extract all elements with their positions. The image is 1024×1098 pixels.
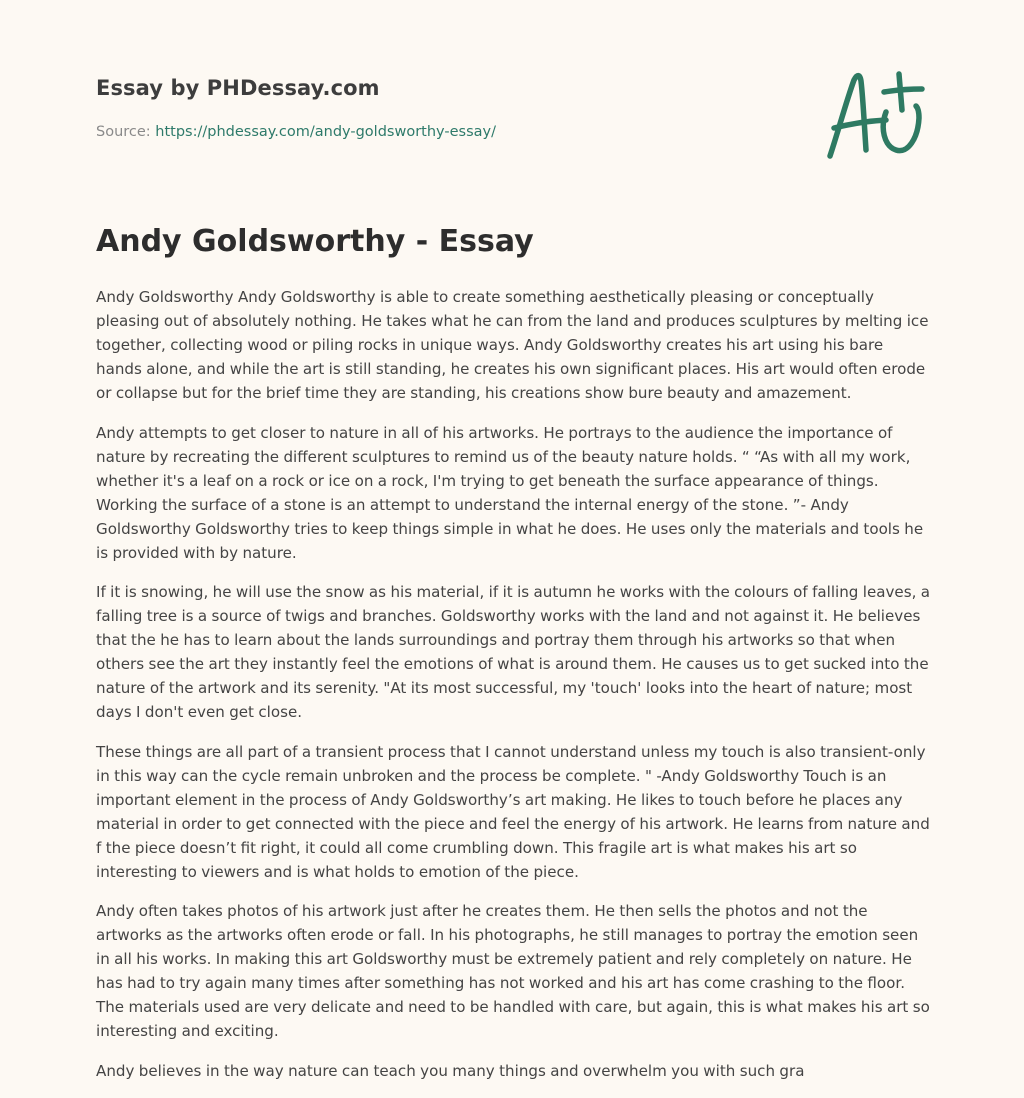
essay-paragraph: If it is snowing, he will use the snow as his material, if it is autumn he works with the colours of falling leaves, a falling tree is a source of twigs and branches. Goldsworthy works with the land and not against it. He believes that the he has to learn about the lands surroundings and portray them through his artworks so that when others see the art they instantly feel the emotions of what is around them. He causes us to get sucked into the nature of the artwork and its serenity. "At its most successful, my 'touch' looks into the heart of nature; most days I don't even get close. xyxy=(96,583,931,721)
a-plus-logo xyxy=(820,66,930,166)
essay-title: Andy Goldsworthy - Essay xyxy=(96,224,534,259)
source-label: Source: xyxy=(96,124,156,140)
essay-body xyxy=(96,285,932,1098)
source-line xyxy=(96,124,496,140)
essay-paragraph: Andy believes in the way nature can teach you many things and overwhelm you with such gra xyxy=(96,1061,805,1080)
essay-paragraph: Andy often takes photos of his artwork just after he creates them. He then sells the photos and not the artworks as the artworks often erode or fall. In his photographs, he still manages to portray the emotion seen in all his works. In making this art Goldsworthy must be extremely patient and rely completely on nature. He has had to try again many times after something has not worked and his art has come crashing to the floor. The materials used are very delicate and need to be handled with care, but again, this is what makes his art so interesting and exciting. xyxy=(96,902,930,1040)
site-title: Essay by PHDessay.com xyxy=(96,76,380,100)
essay-paragraph: These things are all part of a transient process that I cannot understand unless my touch is also transient-only in this way can the cycle remain unbroken and the process be complete. " -Andy Goldsworthy Touch is an important element in the process of Andy Goldsworthy’s art making. He likes to touch before he places any material in order to get connected with the piece and feel the energy of his artwork. He learns from nature and f the piece doesn’t fit right, it could all come crumbling down. This fragile art is what makes his art so interesting to viewers and is what holds to emotion of the piece. xyxy=(96,742,930,881)
essay-paragraph: Andy Goldsworthy Andy Goldsworthy is able to create something aesthetically pleasing or conceptually pleasing out of absolutely nothing. He takes what he can from the land and produces sculptures by melting ice together, collecting wood or piling rocks in unique ways. Andy Goldsworthy creates his art using his bare hands alone, and while the art is still standing, he creates his own significant places. His art would often erode or collapse but for the brief time they are standing, his creations show bure beauty and amazement. xyxy=(96,288,929,402)
source-link[interactable]: https://phdessay.com/andy-goldsworthy-essay/ xyxy=(155,124,496,140)
essay-paragraph: Andy attempts to get closer to nature in all of his artworks. He portrays to the audience the importance of nature by recreating the different sculptures to remind us of the beauty nature holds. “ “As with all my work, whether it's a leaf on a rock or ice on a rock, I'm trying to get beneath the surface appearance of things. Working the surface of a stone is an attempt to understand the internal energy of the stone. ”- Andy Goldsworthy Goldsworthy tries to keep things simple in what he does. He uses only the materials and tools he is provided with by nature. xyxy=(96,423,924,562)
